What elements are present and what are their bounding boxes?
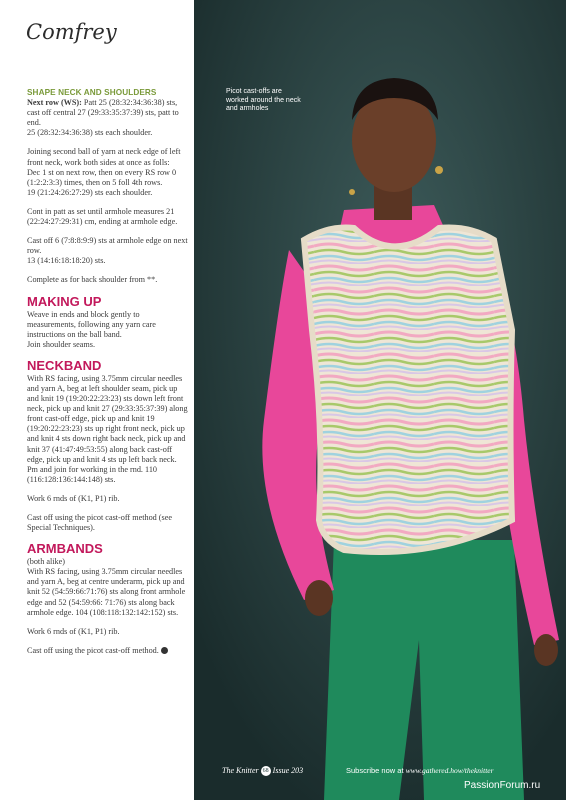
complete-paragraph: Complete as for back shoulder from **. (27, 275, 158, 285)
next-row-label: Next row (WS): (27, 98, 82, 108)
armbands-rib: Work 6 rnds of (K1, P1) rib. (27, 626, 120, 636)
subscribe-text: Subscribe now at (346, 766, 404, 775)
armbands-cast-off (27, 646, 189, 656)
end-mark-icon (161, 647, 168, 654)
model-photo (194, 0, 566, 800)
subscribe-url[interactable]: www.gathered.how/theknitter (405, 766, 494, 775)
armbands-paragraph: With RS facing, using 3.75mm circular needles and yarn A, beg at centre underarm, pick up and knit 52 (54:59:66:71:76) sts along front armhole edge and 52 (54:59:66: 71:76) sts along back armhole edge. 104 (108:118:132:142:152) sts. (27, 567, 186, 617)
neckband-paragraph: With RS facing, using 3.75mm circular needles and yarn A, beg at left shoulder seam, pick up and knit 19 (19:20:22:23:23) sts down left front neck, pick up and knit 27 (29:33:35:37:39) along front cast-off edge, pick up and knit 19 (19:20:22:23:23) sts up right front neck, pick up and knit 4 sts down right back neck, pick up and knit 37 (41:47:49:53:55) along back cast-off edge, pick up and knit 4 sts up left back neck. Pm and join for working in the rnd. 110 (116:128:136:144:148) sts. (27, 373, 188, 484)
joining-paragraph (27, 147, 189, 197)
armbands-both-alike: (both alike) (27, 557, 65, 567)
neckband-rib: Work 6 rnds of (K1, P1) rib. (27, 493, 120, 503)
armbands-cast-off-text: Cast off using the picot cast-off method. (27, 645, 159, 655)
next-row-text: Patt 25 (28:32:34:36:38) sts, cast off central 27 (29:33:35:37:39) sts, patt to end. (27, 98, 179, 128)
neckband-heading: NECKBAND (27, 357, 102, 373)
photo-panel (194, 0, 566, 800)
cast-off-paragraph (27, 236, 189, 266)
watermark: PassionForum.ru (464, 780, 541, 791)
photo-caption: Picot cast-offs are worked around the neck and armholes (226, 88, 301, 112)
sts-each-shoulder: 25 (28:32:34:36:38) sts each shoulder. (27, 128, 153, 138)
issue-number: Issue 203 (272, 766, 304, 775)
next-row-paragraph (27, 98, 189, 138)
footer-subscribe (346, 766, 494, 775)
making-up-heading: MAKING UP (27, 293, 102, 309)
pattern-column (0, 0, 194, 800)
cont-paragraph: Cont in patt as set until armhole measures 21 (22:24:27:29:31) cm, ending at armhole edge. (27, 206, 178, 227)
page-number: 68 (262, 768, 269, 775)
footer-magazine (222, 766, 303, 776)
dec-text: Dec 1 st on next row, then on every RS row 0 (1:2:2:3:3) times, then on 5 foll 4th rows. (27, 167, 177, 187)
making-up-text: Weave in ends and block gently to measurements, following any yarn care instructions on the ball band. (27, 309, 156, 339)
shape-neck-heading: SHAPE NECK AND SHOULDERS (27, 88, 157, 97)
join-shoulder-text: Join shoulder seams. (27, 339, 95, 349)
neckband-cast-off: Cast off using the picot cast-off method (see Special Techniques). (27, 513, 172, 533)
armbands-heading: ARMBANDS (27, 541, 103, 557)
pattern-text (27, 88, 189, 665)
making-up-paragraph (27, 310, 189, 350)
sts-13: 13 (14:16:18:18:20) sts. (27, 256, 106, 266)
joining-text: Joining second ball of yarn at neck edge of left front neck, work both sides at once as folls: (27, 147, 181, 167)
pattern-title: Comfrey (26, 20, 117, 44)
sts-each-shoulder-2: 19 (21:24:26:27:29) sts each shoulder. (27, 187, 153, 197)
cast-off-text: Cast off 6 (7:8:8:9:9) sts at armhole edge on next row. (27, 236, 188, 256)
magazine-name: The Knitter (222, 766, 259, 775)
